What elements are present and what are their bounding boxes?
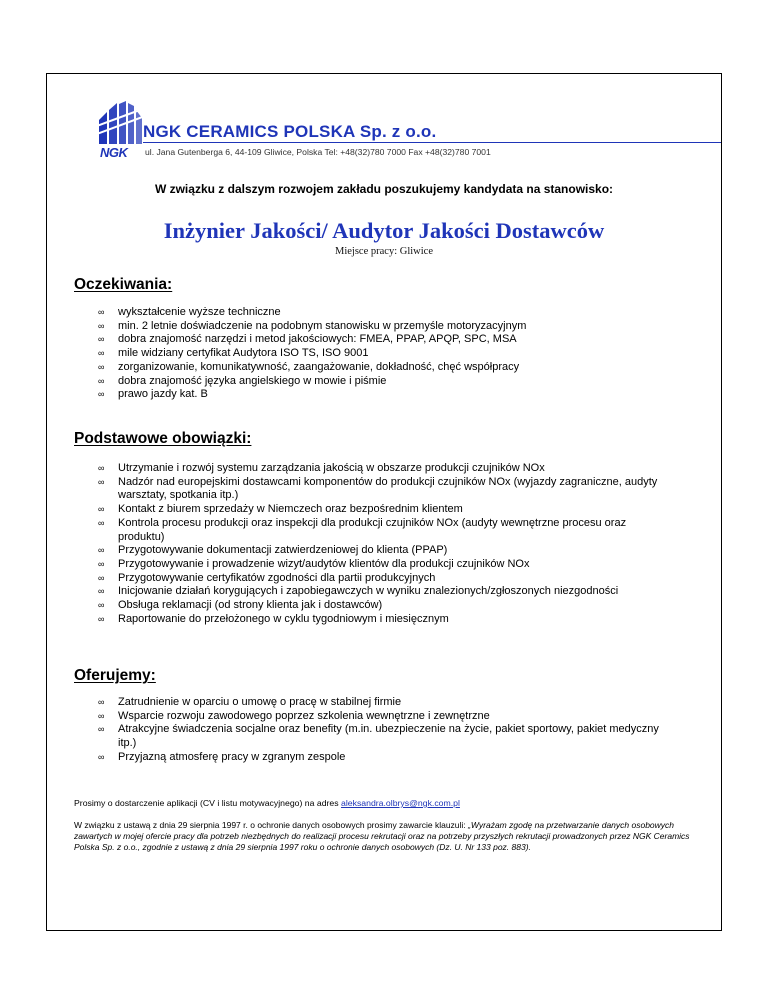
list-item	[74, 585, 674, 599]
expectations-heading: Oczekiwania:	[74, 276, 173, 293]
bullet-icon: ∞	[98, 586, 105, 597]
bullet-icon: ∞	[98, 389, 105, 400]
consent-clause	[74, 820, 694, 854]
consent-intro: W związku z ustawą z dnia 29 sierpnia 1997 r. o ochronie danych osobowych prosimy zawarcie klauzuli:	[74, 820, 469, 830]
bullet-icon: ∞	[98, 517, 105, 528]
list-item	[74, 503, 674, 517]
bullet-icon: ∞	[98, 613, 105, 624]
job-location: Miejsce pracy: Gliwice	[335, 246, 433, 257]
list-item	[74, 462, 674, 476]
bullet-icon: ∞	[98, 751, 105, 762]
list-item	[74, 375, 674, 389]
list-item	[74, 306, 674, 320]
bullet-icon: ∞	[98, 307, 105, 317]
job-title: Inżynier Jakości/ Audytor Jakości Dostawców	[163, 218, 605, 243]
list-item-text: mile widziany certyfikat Audytora ISO TS, ISO 9001	[118, 347, 369, 360]
bullet-icon: ∞	[98, 558, 105, 569]
list-item-text: Atrakcyjne świadczenia socjalne oraz benefity (m.in. ubezpieczenie na życie, pakiet sportowy, pakiet medyczny itp.)	[118, 723, 659, 750]
duties-list	[74, 462, 674, 626]
application-note	[74, 798, 694, 808]
list-item-text: wykształcenie wyższe techniczne	[118, 306, 281, 318]
list-item-text: Utrzymanie i rozwój systemu zarządzania jakością w obszarze produkcji czujników NOx	[118, 462, 545, 474]
list-item-text: Przygotowywanie i prowadzenie wizyt/audytów klientów dla produkcji czujników NOx	[118, 557, 530, 570]
ngk-wordmark: NGK	[100, 145, 128, 160]
list-item-text: Obsługa reklamacji (od strony klienta jak i dostawców)	[118, 599, 383, 612]
list-item	[74, 599, 674, 613]
ngk-logo-icon	[97, 100, 145, 144]
bullet-icon: ∞	[98, 710, 105, 721]
list-item-text: Nadzór nad europejskimi dostawcami komponentów do produkcji czujników NOx (wyjazdy zagraniczne, audyty warsztaty, spotkania itp.)	[118, 475, 658, 502]
list-item	[74, 476, 674, 503]
list-item-text: Wsparcie rozwoju zawodowego poprzez szkolenia wewnętrzne i zewnętrzne	[118, 709, 490, 722]
list-item-text: Przyjazną atmosferę pracy w zgranym zespole	[118, 750, 346, 763]
list-item	[74, 320, 674, 334]
list-item-text: Kontrola procesu produkcji oraz inspekcji dla produkcji czujników NOx (audyty wewnętrzne procesu oraz produktu)	[118, 516, 627, 543]
offer-heading: Oferujemy:	[74, 667, 156, 684]
bullet-icon: ∞	[98, 375, 105, 386]
bullet-icon: ∞	[98, 476, 105, 487]
bullet-icon: ∞	[98, 463, 105, 473]
list-item	[74, 751, 674, 765]
list-item-text: Przygotowywanie dokumentacji zatwierdzeniowej do klienta (PPAP)	[118, 544, 448, 557]
list-item-text: Kontakt z biurem sprzedaży w Niemczech oraz bezpośrednim klientem	[118, 503, 463, 516]
application-note-text: Prosimy o dostarczenie aplikacji (CV i listu motywacyjnego) na adres	[74, 798, 342, 808]
list-item	[74, 710, 674, 724]
list-item	[74, 613, 674, 627]
list-item-text: min. 2 letnie doświadczenie na podobnym stanowisku w przemyśle motoryzacyjnym	[118, 319, 527, 332]
header-divider	[143, 142, 721, 143]
list-item-text: Przygotowywanie certyfikatów zgodności dla partii produkcyjnych	[118, 571, 436, 584]
bullet-icon: ∞	[98, 545, 105, 556]
bullet-icon: ∞	[98, 600, 105, 611]
list-item	[74, 572, 674, 586]
list-item-text: zorganizowanie, komunikatywność, zaangażowanie, dokładność, chęć współpracy	[118, 360, 520, 373]
list-item	[74, 347, 674, 361]
intro-text: W związku z dalszym rozwojem zakładu poszukujemy kandydata na stanowisko:	[154, 182, 614, 196]
consent-quote: „Wyrażam zgodę na przetwarzanie danych osobowych zawartych w mojej ofercie pracy dla potrzeb niezbędnych do realizacji procesu rekrutacji oraz na potrzeby przyszłych rekrutacji prowadzonych przez NGK Ceramics Polska Sp. z o.o., zgodnie z ustawą z dnia 29 sierpnia 1997 roku o ochronie danych osobowych (Dz. U. Nr 133 poz. 883).	[74, 820, 690, 853]
list-item-text: dobra znajomość narzędzi i metod jakościowych: FMEA, PPAP, APQP, SPC, MSA	[118, 333, 517, 346]
list-item	[74, 558, 674, 572]
bullet-icon: ∞	[98, 572, 105, 583]
company-address: ul. Jana Gutenberga 6, 44-109 Gliwice, Polska Tel: +48(32)780 7000 Fax +48(32)780 7001	[145, 147, 491, 157]
list-item-text: Inicjowanie działań korygujących i zapobiegawczych w wyniku znalezionych/zgłoszonych niezgodności	[118, 585, 619, 598]
offer-list	[74, 696, 674, 765]
bullet-icon: ∞	[98, 724, 105, 735]
list-item	[74, 333, 674, 347]
expectations-list	[74, 306, 674, 402]
application-email-link[interactable]: aleksandra.olbrys@ngk.com.pl	[341, 798, 460, 808]
list-item-text: Raportowanie do przełożonego w cyklu tygodniowym i miesięcznym	[118, 612, 449, 625]
list-item-text: dobra znajomość języka angielskiego w mowie i piśmie	[118, 374, 387, 387]
company-name: NGK CERAMICS POLSKA Sp. z o.o.	[143, 122, 437, 141]
list-item	[74, 388, 674, 402]
bullet-icon: ∞	[98, 320, 105, 331]
list-item	[74, 696, 674, 710]
bullet-icon: ∞	[98, 334, 105, 345]
bullet-icon: ∞	[98, 348, 105, 359]
bullet-icon: ∞	[98, 504, 105, 515]
bullet-icon: ∞	[98, 697, 105, 707]
list-item	[74, 517, 674, 544]
list-item	[74, 544, 674, 558]
bullet-icon: ∞	[98, 361, 105, 372]
list-item	[74, 361, 674, 375]
list-item-text: prawo jazdy kat. B	[118, 388, 208, 401]
list-item	[74, 723, 674, 750]
list-item-text: Zatrudnienie w oparciu o umowę o pracę w stabilnej firmie	[118, 696, 402, 708]
duties-heading: Podstawowe obowiązki:	[74, 430, 252, 447]
